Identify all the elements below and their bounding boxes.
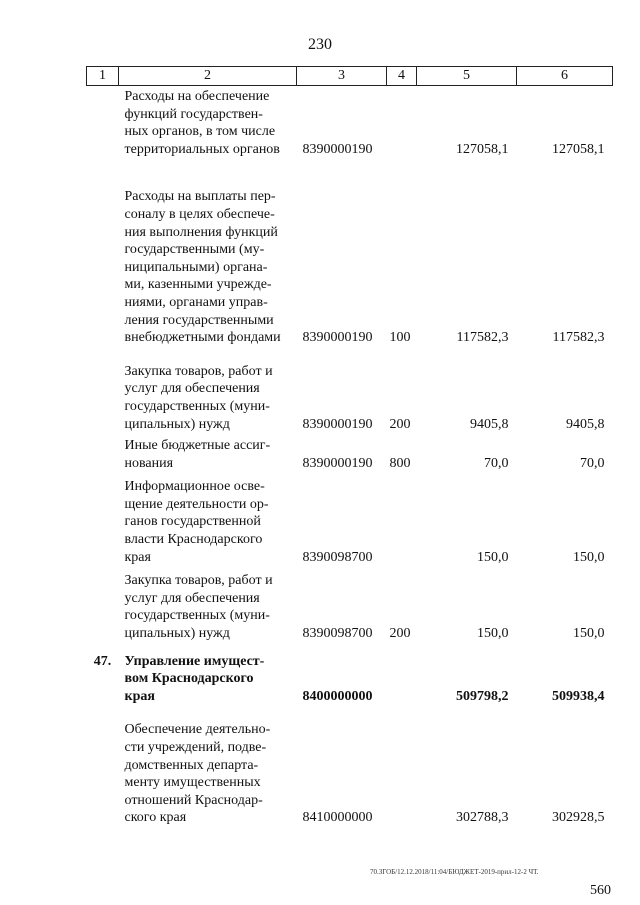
expense-type-code: 200 [389,626,411,642]
target-code: 8390000190 [302,330,373,346]
table-row [87,433,613,472]
description-line: ципальных) нужд [124,626,230,642]
row-number [87,86,119,159]
description-line: Расходы на выплаты пер- [124,189,276,205]
footer-note: 70.ЗГОБ/12.12.2018/11:04/БЮДЖЕТ-2019-прил-12-2 ЧТ. [370,868,539,876]
description-line: внебюджетными фондами [124,330,281,346]
target-code: 8390098700 [302,626,373,642]
table-row [87,158,613,346]
row-description [119,705,297,827]
expense-type-code [387,705,417,827]
table-body [87,86,613,827]
column-header: 3 [297,67,387,86]
amount-col6: 150,0 [573,626,605,642]
row-number [87,158,119,346]
amount-col6: 117582,3 [552,330,605,346]
description-line: вом Краснодарского [124,671,254,687]
column-header: 4 [387,67,417,86]
row-description [119,566,297,642]
target-code: 8400000000 [302,688,373,704]
description-line: территориальных органов [124,141,280,157]
row-description [119,643,297,706]
target-code: 8390000190 [302,141,373,157]
description-line: ципальных) нужд [124,416,230,432]
description-line: услуг для обеспечения [124,590,260,606]
amount-col6: 150,0 [573,549,605,565]
row-description [119,433,297,472]
description-line: края [124,549,151,565]
description-line: менту имущественных [124,775,261,791]
amount-col5: 150,0 [477,626,509,642]
amount-col5: 302788,3 [456,810,509,826]
amount-col5: 150,0 [477,549,509,565]
target-code: 8390000190 [302,455,373,471]
page-number-bottom: 560 [590,883,611,898]
description-line: Расходы на обеспечение [124,89,270,104]
row-number [87,347,119,433]
amount-col5: 70,0 [484,455,509,471]
description-line: услуг для обеспечения [124,381,260,397]
row-description [119,158,297,346]
description-line: функций государствен- [124,106,263,122]
table-row [87,705,613,827]
expense-type-code [387,472,417,566]
page-number-top: 230 [308,36,332,53]
row-description [119,347,297,433]
description-line: ния выполнения функций [124,224,278,240]
row-description [119,472,297,566]
column-header: 2 [119,67,297,86]
description-line: щение деятельности ор- [124,496,269,512]
row-number [87,705,119,827]
amount-col6: 509938,4 [552,688,605,704]
description-line: Закупка товаров, работ и [124,573,273,589]
amount-col6: 9405,8 [566,416,605,432]
amount-col6: 302928,5 [552,810,605,826]
target-code: 8390000190 [302,416,373,432]
column-header: 6 [517,67,613,86]
description-line: Обеспечение деятельно- [124,722,271,738]
description-line: ми, казенными учрежде- [124,277,272,293]
amount-col5: 127058,1 [456,141,509,157]
description-line: ниями, органами управ- [124,294,268,310]
target-code: 8390098700 [302,549,373,565]
description-line: ниципальными) органа- [124,259,268,275]
expense-type-code: 200 [389,416,411,432]
description-line: домственных департа- [124,757,259,773]
row-number [87,472,119,566]
expense-type-code [387,86,417,159]
description-line: государственных (муни- [124,608,270,624]
row-number [87,566,119,642]
table-row [87,566,613,642]
amount-col5: 9405,8 [470,416,509,432]
amount-col5: 509798,2 [456,688,509,704]
amount-col5: 117582,3 [456,330,509,346]
row-number [87,433,119,472]
description-line: Иные бюджетные ассиг- [124,438,271,454]
expense-type-code [387,643,417,706]
row-description [119,86,297,159]
description-line: Закупка товаров, работ и [124,363,273,379]
description-line: ных органов, в том числе [124,124,276,140]
expense-type-code: 100 [389,330,411,346]
table-header-row [87,67,613,86]
table-row [87,347,613,433]
description-line: края [124,688,155,704]
table-row [87,86,613,159]
table-row [87,472,613,566]
amount-col6: 70,0 [580,455,605,471]
description-line: сти учреждений, подве- [124,740,267,755]
description-line: нования [124,455,174,471]
target-code: 8410000000 [302,810,373,826]
description-line: государственных (муни- [124,398,270,414]
expense-type-code: 800 [389,455,411,471]
description-line: власти Краснодарского [124,532,263,548]
description-line: Информационное осве- [124,479,265,495]
column-header: 1 [87,67,119,86]
row-number: 47. [93,653,112,669]
budget-table [86,66,613,827]
column-header: 5 [417,67,517,86]
description-line: ления государственными [124,312,274,328]
amount-col6: 127058,1 [552,141,605,157]
description-line: отношений Краснодар- [124,792,263,808]
description-line: соналу в целях обеспече- [124,206,275,222]
description-line: ского края [124,810,187,826]
table-row [87,643,613,706]
description-line: Управление имущест- [124,653,265,669]
description-line: ганов государственной [124,514,261,530]
description-line: государственными (му- [124,242,265,258]
